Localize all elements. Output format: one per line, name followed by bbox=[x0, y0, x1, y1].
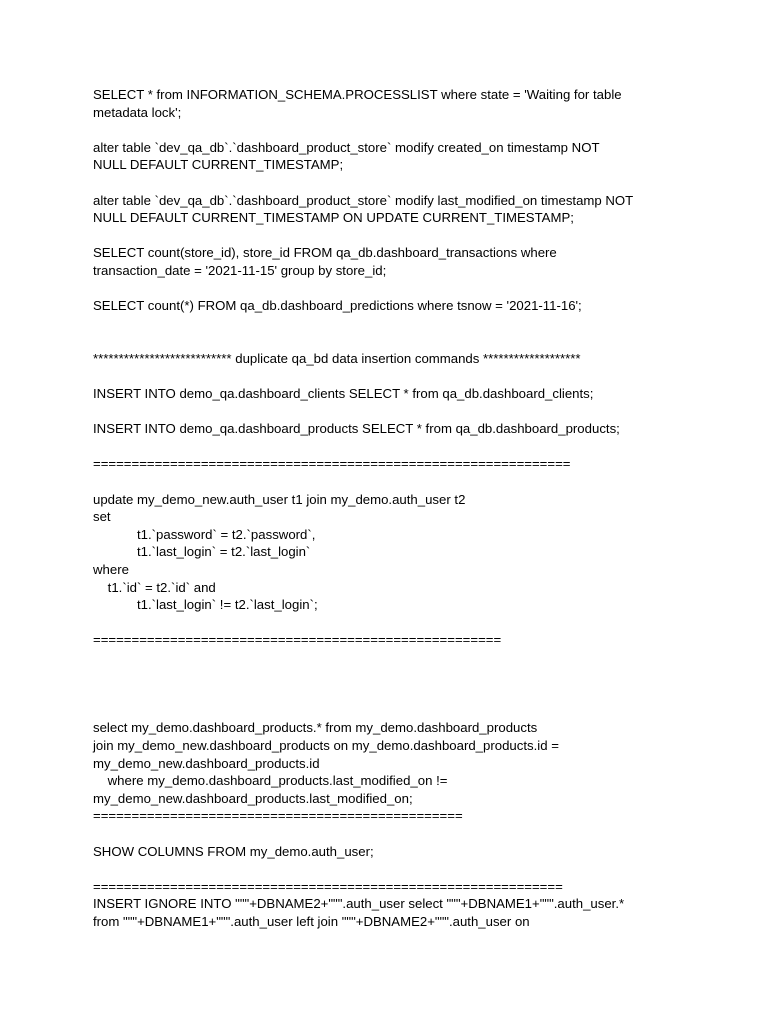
blank-line bbox=[93, 614, 683, 632]
text-line: alter table `dev_qa_db`.`dashboard_product_store` modify last_modified_on timestamp NOT bbox=[93, 192, 634, 208]
text-line: INSERT INTO demo_qa.dashboard_clients SELECT * from qa_db.dashboard_clients; bbox=[93, 386, 594, 402]
text-line: set bbox=[93, 509, 111, 525]
text-line: SELECT count(*) FROM qa_db.dashboard_predictions where tsnow = '2021-11-16'; bbox=[93, 298, 582, 314]
blank-line bbox=[93, 227, 683, 245]
text-line: NULL DEFAULT CURRENT_TIMESTAMP; bbox=[93, 157, 344, 173]
blank-line bbox=[93, 825, 683, 843]
text-line: t1.`last_login` = t2.`last_login` bbox=[93, 544, 311, 560]
blank-line bbox=[93, 332, 683, 350]
text-line: where bbox=[93, 562, 129, 578]
blank-line bbox=[93, 315, 683, 333]
text-line: metadata lock'; bbox=[93, 104, 182, 120]
text-line: transaction_date = '2021-11-15' group by store_id; bbox=[93, 262, 387, 278]
blank-line bbox=[93, 649, 683, 667]
text-line: INSERT INTO demo_qa.dashboard_products SELECT * from qa_db.dashboard_products; bbox=[93, 421, 620, 437]
text-line: my_demo_new.dashboard_products.last_modified_on; bbox=[93, 790, 413, 806]
text-line: t1.`password` = t2.`password`, bbox=[93, 526, 316, 542]
blank-line bbox=[93, 684, 683, 702]
text-line: SELECT count(store_id), store_id FROM qa_db.dashboard_transactions where bbox=[93, 245, 557, 261]
text-line: t1.`last_login` != t2.`last_login`; bbox=[93, 597, 318, 613]
text-line: ============================================================== bbox=[93, 456, 571, 472]
text-line: ================================================ bbox=[93, 808, 463, 824]
text-line: ============================================================= bbox=[93, 878, 563, 894]
text-line: update my_demo_new.auth_user t1 join my_demo.auth_user t2 bbox=[93, 491, 466, 507]
blank-line bbox=[93, 667, 683, 685]
text-line: alter table `dev_qa_db`.`dashboard_product_store` modify created_on timestamp NOT bbox=[93, 139, 600, 155]
blank-line bbox=[93, 368, 683, 386]
blank-line bbox=[93, 860, 683, 878]
text-line: select my_demo.dashboard_products.* from my_demo.dashboard_products bbox=[93, 720, 538, 736]
blank-line bbox=[93, 174, 683, 192]
blank-line bbox=[93, 473, 683, 491]
blank-line bbox=[93, 280, 683, 298]
blank-line bbox=[93, 403, 683, 421]
blank-line bbox=[93, 702, 683, 720]
text-line: NULL DEFAULT CURRENT_TIMESTAMP ON UPDATE CURRENT_TIMESTAMP; bbox=[93, 210, 574, 226]
text-line: SELECT * from INFORMATION_SCHEMA.PROCESSLIST where state = 'Waiting for table bbox=[93, 87, 622, 102]
text-line: where my_demo.dashboard_products.last_modified_on != bbox=[93, 773, 448, 789]
text-line: t1.`id` = t2.`id` and bbox=[93, 579, 216, 595]
blank-line bbox=[93, 438, 683, 456]
text-line: *************************** duplicate qa_bd data insertion commands ******************* bbox=[93, 350, 581, 366]
text-line: ===================================================== bbox=[93, 632, 502, 648]
text-line: join my_demo_new.dashboard_products on my_demo.dashboard_products.id = bbox=[93, 737, 559, 753]
text-line: from """+DBNAME1+""".auth_user left join """+DBNAME2+""".auth_user on bbox=[93, 913, 530, 929]
text-line: INSERT IGNORE INTO """+DBNAME2+""".auth_user select """+DBNAME1+""".auth_user.* bbox=[93, 896, 625, 912]
blank-line bbox=[93, 121, 683, 139]
document-page bbox=[93, 86, 683, 931]
text-line: my_demo_new.dashboard_products.id bbox=[93, 755, 320, 771]
text-line: SHOW COLUMNS FROM my_demo.auth_user; bbox=[93, 843, 374, 859]
